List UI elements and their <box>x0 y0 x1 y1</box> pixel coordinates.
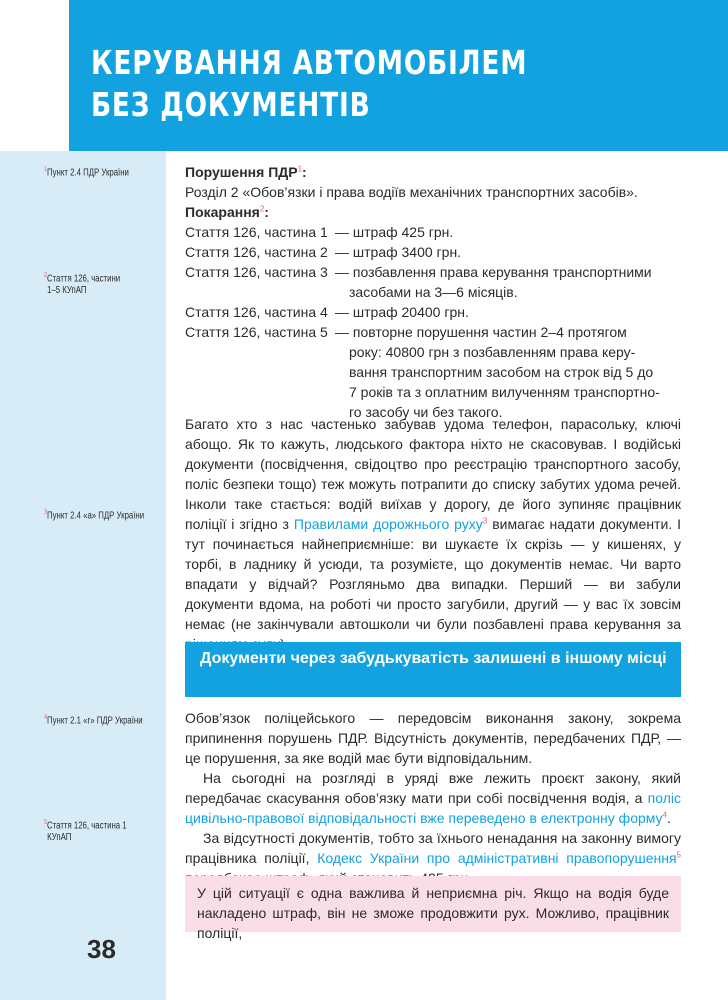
body-paragraph-3: За відсутності документів, тобто за їхнього ненадання на законну вимогу працівника поліції, Кодекс України про адміністративні правопорушення$^5$ <box>185 830 681 866</box>
note-text: У цій ситуації є одна важлива й неприємна річ. Якщо на водія буде накладено штраф, він не зможе продовжити рух. Можливо, працівник поліції, <box>197 885 669 941</box>
body-paragraph-1: Обов’язок поліцейського — передовсім виконання закону, зокрема припинення порушень ПДР. Відсутність документів, передбачених ПДР, — це порушення, за яке водій має бути відповідальним. <box>185 710 681 766</box>
traffic-rules-link[interactable]: Правилами дорожнього руху <box>293 516 483 532</box>
body-paragraph-2: На сьогодні на розгляді в уряді вже лежить проєкт закону, який передбачає скасування обов’язку мати при собі посвідчення водія, а поліс цивільно-правової відповідальності вже переведено в електронну форму$^4$. <box>185 770 681 826</box>
intro-paragraph: Багато хто з нас частенько забував удома телефон, парасольку, ключі абощо. Як то кажуть, людського фактора ніхто не скасовував. І водійські документи (посвідчення, свідоцтво про реєстрацію транспортного засобу, поліс безпеки тощо) теж можуть потрапити до списку забутих удома речей. Інколи таке стається: водій виїхав у дорогу, де його зупиняє працівник поліції і згідно з Правилами дорожнього руху$^3$ вимагає надати документи. І тут починається найнеприємніше: ви шукаєте їх скрізь — у кишенях, у торбі, в ладнику й усюди, та розумієте, що документів немає. Чи варто впадати у відчай? Розгляньмо два випадки. Перший — ви забули документи вдома, на роботі чи просто загубили, другий — у вас їх зовсім немає (не закінчували автошколи чи були позбавлені права керування за <box>185 416 681 632</box>
chapter-title-line1: КЕРУВАННЯ АВТОМОБІЛЕМ <box>91 43 528 82</box>
penalty-row: Стаття 126, частина 5 — повторне порушення частин 2–4 протягом року: 40800 грн з позбавленням права керу- вання транспортним засобом на строк від 5 до 7 років та з оплатним вилученням транспортно- го засобу чи без такого. <box>185 324 660 420</box>
margin-note-4: $^4$Пункт 2.1 «г» ПДР України <box>44 714 143 727</box>
penalty-row: Стаття 126, частина 2 — штраф 3400 грн. <box>185 244 462 260</box>
margin-note-2: $^2$Стаття 126, частини 1–5 КУпАП <box>44 272 121 297</box>
violation-block: Порушення ПДР$^1$: Розділ 2 «Обов’язки і права водіїв механічних транспортних засобів». Покарання$^2$: Стаття 126, частина 1 — штраф 425 грн. Стаття 126, частина 2 — штраф 3400 грн. Стаття 126, частина 3 — позбавлення права керування транспортними засобами на 3—6 місяців. Стаття 126, частина 4 — штраф 20400 грн. Стаття 126, частина 5 — повторне порушення частин 2–4 протягом року: 40800 грн з позбавленням права керу- вання транспортним засобом на строк від 5 до 7 років та з оплатним вилученням транспортно- го засобу чи без такого. <box>185 162 681 422</box>
note-box <box>185 876 681 941</box>
insurance-link[interactable]: поліс цивільно-правової відповідальності вже переведено в електронну форму <box>185 790 681 826</box>
penalty-label: Покарання <box>185 204 260 220</box>
penalty-row: Стаття 126, частина 1 — штраф 425 грн. <box>185 224 454 240</box>
page-number: 38 <box>87 934 116 964</box>
section-heading: Документи через забудькуватість залишені в іншому місці <box>200 650 667 667</box>
penalty-row: Стаття 126, частина 4 — штраф 20400 грн. <box>185 304 469 320</box>
margin-note-1: $^1$Пункт 2.4 ПДР України <box>44 166 129 179</box>
chapter-header <box>69 0 728 151</box>
violation-label: Порушення ПДР <box>185 164 298 180</box>
penalty-row: Стаття 126, частина 3 — позбавлення права керування транспортними засобами на 3—6 місяців. <box>185 264 652 300</box>
margin-note-5: $^5$Стаття 126, частина 1 КУпАП <box>44 819 127 844</box>
margin-note-3: $^3$Пункт 2.4 «а» ПДР України <box>44 509 145 522</box>
body-text <box>185 708 681 888</box>
chapter-title <box>91 42 527 126</box>
violation-text: Розділ 2 «Обов’язки і права водіїв механічних транспортних засобів». <box>185 184 638 200</box>
admin-code-link[interactable]: Кодекс України про адміністративні правопорушення <box>317 850 677 866</box>
section-heading-box <box>185 642 681 697</box>
chapter-title-line2: БЕЗ ДОКУМЕНТІВ <box>91 85 371 124</box>
